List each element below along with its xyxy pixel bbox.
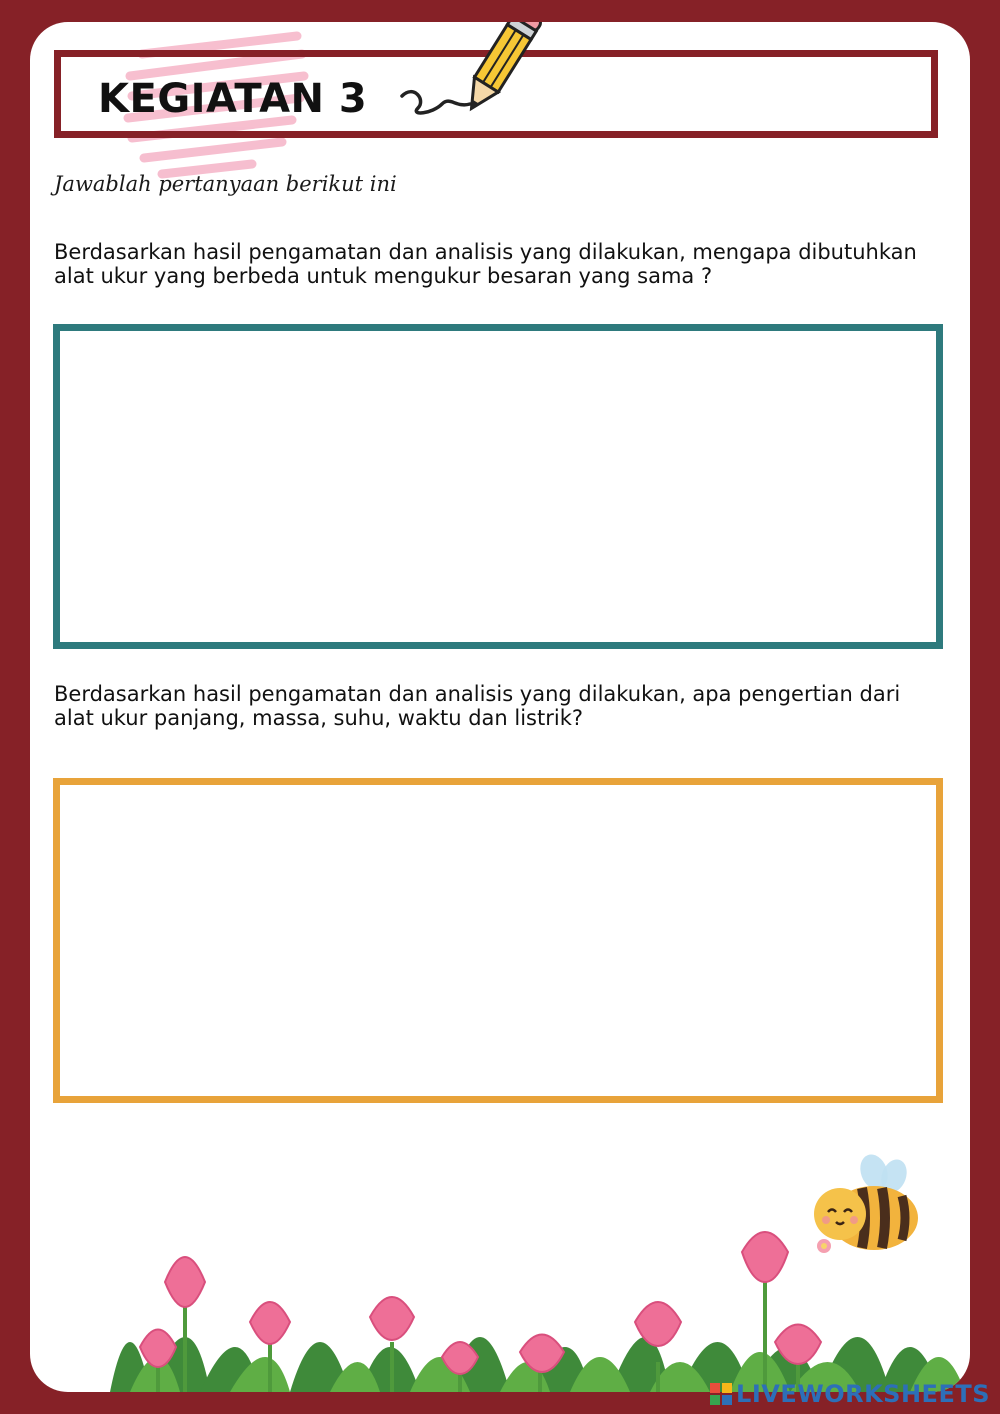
page-title: KEGIATAN 3: [98, 76, 368, 122]
worksheet-sheet: [30, 22, 970, 1392]
watermark-text: LIVEWORKSHEETS: [736, 1380, 990, 1408]
liveworksheets-logo-icon: [710, 1383, 732, 1405]
answer-box-2[interactable]: [53, 778, 943, 1103]
pencil-icon: [396, 22, 576, 134]
question-2: Berdasarkan hasil pengamatan dan analisis yang dilakukan, apa pengertian dari alat ukur panjang, massa, suhu, waktu dan listrik?: [54, 682, 901, 730]
liveworksheets-watermark: [710, 1380, 990, 1408]
instruction-text: Jawablah pertanyaan berikut ini: [54, 172, 397, 196]
answer-box-1[interactable]: [53, 324, 943, 649]
question-1: Berdasarkan hasil pengamatan dan analisis yang dilakukan, mengapa dibutuhkan alat ukur yang berbeda untuk mengukur besaran yang sama ?: [54, 240, 917, 288]
tulip-garden-illustration: [30, 1132, 970, 1392]
